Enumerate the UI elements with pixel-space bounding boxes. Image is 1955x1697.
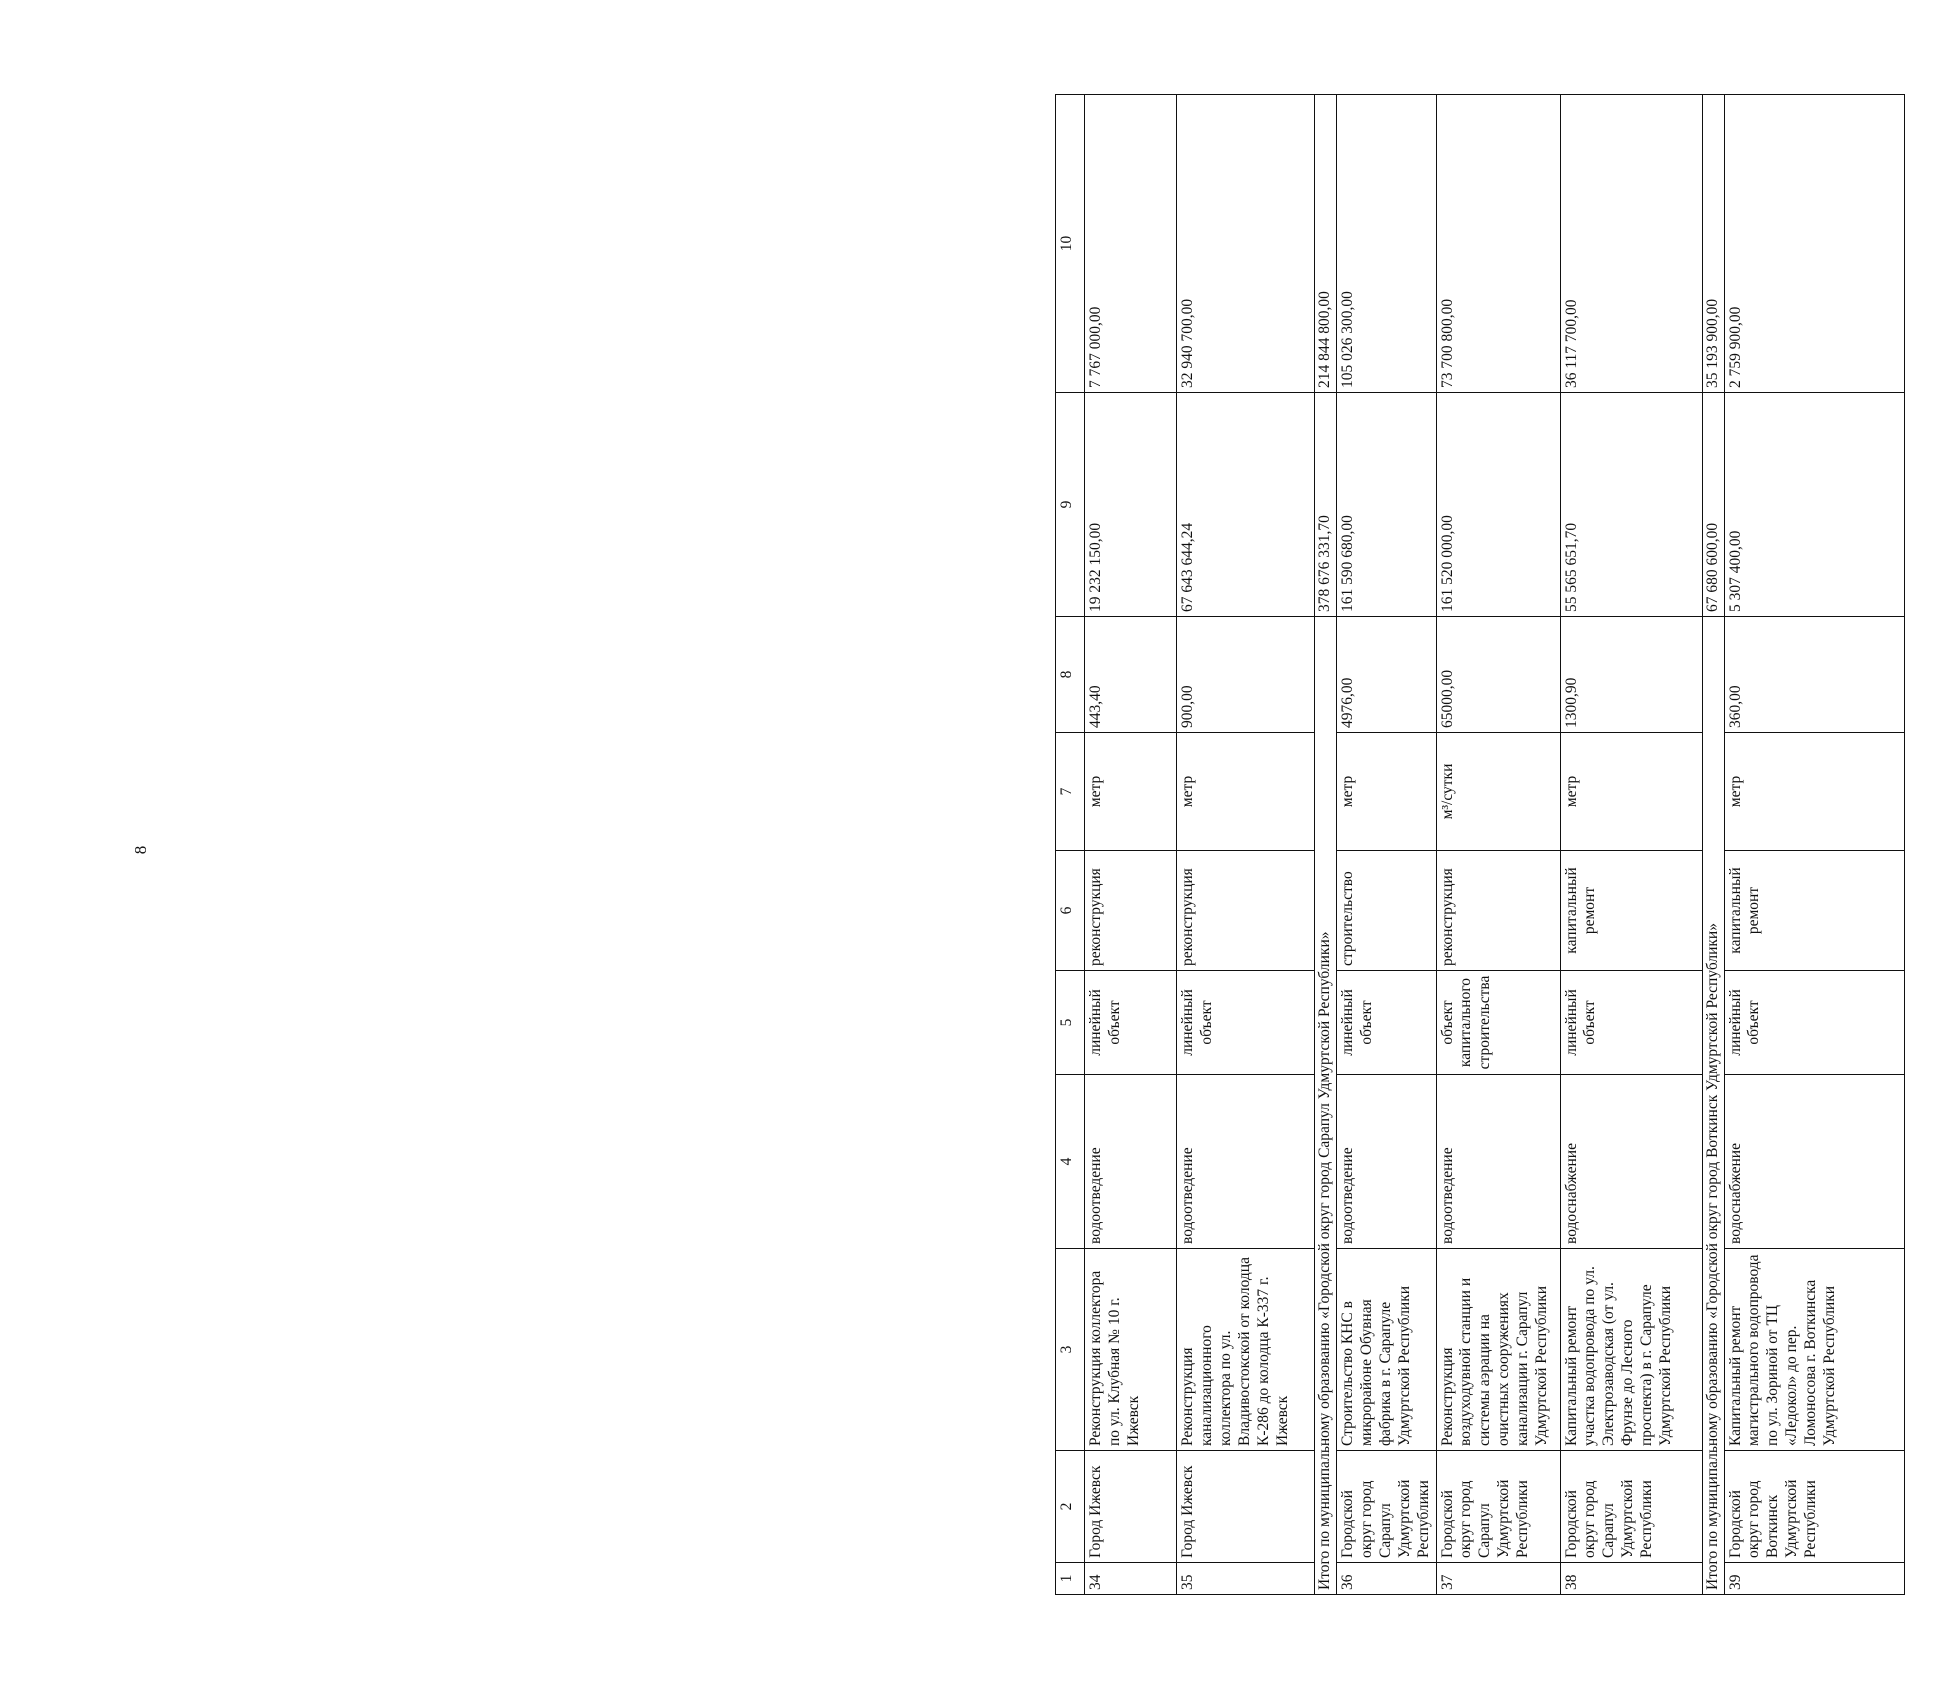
- object-name: Реконструкция воздуходувной станции и системы аэрации на очистных сооружениях канализации г. Сарапул Удмуртской Республики: [1436, 1249, 1560, 1451]
- row-number: 34: [1085, 1563, 1177, 1595]
- cost: 5 307 400,00: [1724, 393, 1904, 617]
- cost: 19 232 150,00: [1085, 393, 1177, 617]
- total-cost: 67 680 600,00: [1702, 393, 1724, 617]
- object-type: объект капитального строительства: [1436, 971, 1560, 1075]
- sector: водоснабжение: [1560, 1075, 1702, 1249]
- cost: 161 590 680,00: [1337, 393, 1437, 617]
- work-type: реконструкция: [1177, 851, 1315, 971]
- subsidy: 7 767 000,00: [1085, 95, 1177, 393]
- rotated-page: [1055, 95, 1955, 1595]
- total-row: [1702, 95, 1724, 1595]
- municipality: Городской округ город Сарапул Удмуртской Республики: [1560, 1451, 1702, 1563]
- work-type: капитальный ремонт: [1724, 851, 1904, 971]
- object-name: Реконструкция коллектора по ул. Клубная № 10 г. Ижевск: [1085, 1249, 1177, 1451]
- col-header: 7: [1056, 733, 1085, 851]
- subsidy: 105 026 300,00: [1337, 95, 1437, 393]
- unit: метр: [1560, 733, 1702, 851]
- cost: 67 643 644,24: [1177, 393, 1315, 617]
- col-header: 5: [1056, 971, 1085, 1075]
- row-number: 37: [1436, 1563, 1560, 1595]
- col-header: 10: [1056, 95, 1085, 393]
- municipality: Городской округ город Сарапул Удмуртской Республики: [1337, 1451, 1437, 1563]
- object-type: линейный объект: [1337, 971, 1437, 1075]
- row-number: 36: [1337, 1563, 1437, 1595]
- work-type: строительство: [1337, 851, 1437, 971]
- municipality: Город Ижевск: [1085, 1451, 1177, 1563]
- subsidy: 32 940 700,00: [1177, 95, 1315, 393]
- object-name: Капитальный ремонт магистрального водопровода по ул. Зориной от ТЦ «Ледокол» до пер. Ломоносова г. Воткинска Удмуртской Республики: [1724, 1249, 1904, 1451]
- sector: водоснабжение: [1724, 1075, 1904, 1249]
- total-label: Итого по муниципальному образованию «Городской округ город Воткинск Удмуртской Республики»: [1702, 617, 1724, 1595]
- table-row: [1177, 95, 1315, 1595]
- sector: водоотведение: [1177, 1075, 1315, 1249]
- municipality: Город Ижевск: [1177, 1451, 1315, 1563]
- page-number: 8: [131, 845, 150, 855]
- subsidy: 73 700 800,00: [1436, 95, 1560, 393]
- object-type: линейный объект: [1177, 971, 1315, 1075]
- work-type: реконструкция: [1436, 851, 1560, 971]
- objects-table: [1055, 94, 1905, 1595]
- row-number: 38: [1560, 1563, 1702, 1595]
- total-row: [1315, 95, 1337, 1595]
- col-header: 9: [1056, 393, 1085, 617]
- row-number: 35: [1177, 1563, 1315, 1595]
- sector: водоотведение: [1436, 1075, 1560, 1249]
- subsidy: 2 759 900,00: [1724, 95, 1904, 393]
- municipality: Городской округ город Воткинск Удмуртской Республики: [1724, 1451, 1904, 1563]
- unit: метр: [1177, 733, 1315, 851]
- object-name: Реконструкция канализационного коллектора по ул. Владивостокской от колодца К-286 до колодца К-337 г. Ижевск: [1177, 1249, 1315, 1451]
- table-row: [1436, 95, 1560, 1595]
- capacity: 1300,90: [1560, 617, 1702, 733]
- col-header: 1: [1056, 1563, 1085, 1595]
- total-subsidy: 214 844 800,00: [1315, 95, 1337, 393]
- total-label: Итого по муниципальному образованию «Городской округ город Сарапул Удмуртской Республики»: [1315, 617, 1337, 1595]
- total-cost: 378 676 331,70: [1315, 393, 1337, 617]
- col-header: 4: [1056, 1075, 1085, 1249]
- table-row: [1337, 95, 1437, 1595]
- col-header: 3: [1056, 1249, 1085, 1451]
- work-type: реконструкция: [1085, 851, 1177, 971]
- object-name: Строительство КНС в микрорайоне Обувная фабрика в г. Сарапуле Удмуртской Республики: [1337, 1249, 1437, 1451]
- object-type: линейный объект: [1724, 971, 1904, 1075]
- col-header: 2: [1056, 1451, 1085, 1563]
- table-row: [1560, 95, 1702, 1595]
- capacity: 443,40: [1085, 617, 1177, 733]
- row-number: 39: [1724, 1563, 1904, 1595]
- subsidy: 36 117 700,00: [1560, 95, 1702, 393]
- object-type: линейный объект: [1085, 971, 1177, 1075]
- unit: м³/сутки: [1436, 733, 1560, 851]
- unit: метр: [1724, 733, 1904, 851]
- capacity: 360,00: [1724, 617, 1904, 733]
- total-subsidy: 35 193 900,00: [1702, 95, 1724, 393]
- header-row: [1056, 95, 1085, 1595]
- sector: водоотведение: [1085, 1075, 1177, 1249]
- municipality: Городской округ город Сарапул Удмуртской Республики: [1436, 1451, 1560, 1563]
- object-type: линейный объект: [1560, 971, 1702, 1075]
- capacity: 4976,00: [1337, 617, 1437, 733]
- col-header: 6: [1056, 851, 1085, 971]
- unit: метр: [1337, 733, 1437, 851]
- table-row: [1085, 95, 1177, 1595]
- object-name: Капитальный ремонт участка водопровода по ул. Электрозаводская (от ул. Фрунзе до Лесного проспекта) в г. Сарапуле Удмуртской Республики: [1560, 1249, 1702, 1451]
- table-row: [1724, 95, 1904, 1595]
- sector: водоотведение: [1337, 1075, 1437, 1249]
- cost: 161 520 000,00: [1436, 393, 1560, 617]
- col-header: 8: [1056, 617, 1085, 733]
- unit: метр: [1085, 733, 1177, 851]
- capacity: 65000,00: [1436, 617, 1560, 733]
- work-type: капитальный ремонт: [1560, 851, 1702, 971]
- capacity: 900,00: [1177, 617, 1315, 733]
- cost: 55 565 651,70: [1560, 393, 1702, 617]
